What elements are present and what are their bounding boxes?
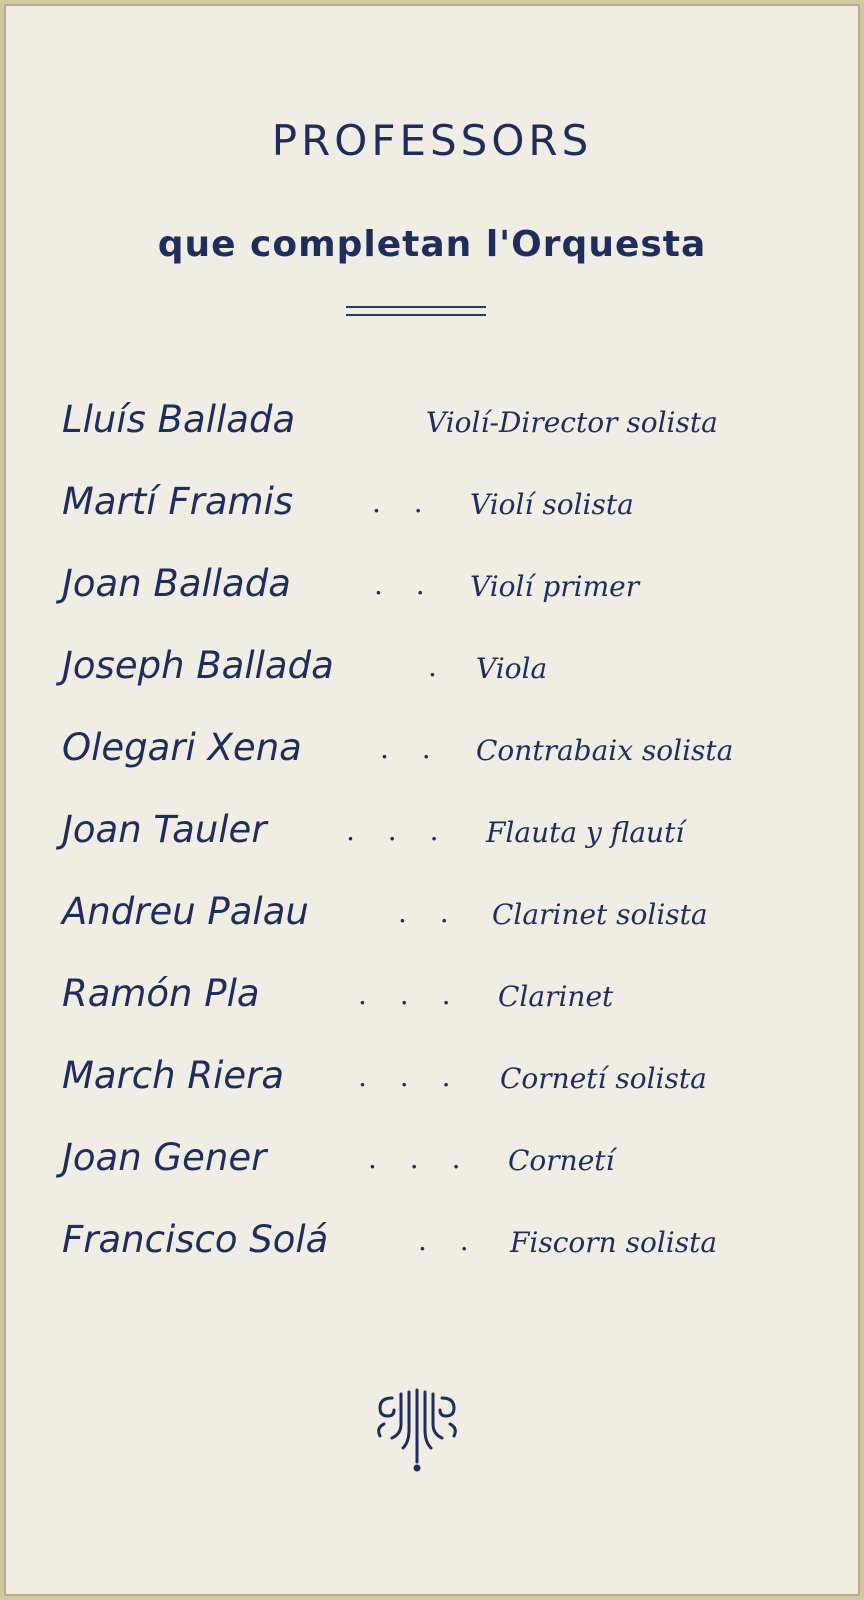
- art-nouveau-ornament-icon: [372, 1384, 462, 1474]
- program-page: [4, 4, 860, 1596]
- musician-role: Fiscorn solista: [510, 1226, 718, 1259]
- musician-name: Ramón Pla: [62, 972, 260, 1015]
- musician-name: Olegari Xena: [62, 726, 302, 769]
- musician-role: Clarinet solista: [492, 898, 708, 931]
- musician-name: Joan Tauler: [62, 808, 267, 851]
- roster-row: [62, 972, 822, 1054]
- leader-dots: . .: [380, 732, 443, 765]
- musician-name: March Riera: [62, 1054, 284, 1097]
- leader-dots: . .: [372, 486, 435, 519]
- musician-role: Cornetí: [508, 1144, 615, 1177]
- leader-dots: . .: [398, 896, 461, 929]
- musician-roster: [62, 398, 822, 1300]
- musician-name: Andreu Palau: [62, 890, 309, 933]
- leader-dots: . . .: [346, 814, 451, 847]
- musician-name: Francisco Solá: [62, 1218, 329, 1261]
- musician-name: Joan Ballada: [62, 562, 291, 605]
- musician-role: Flauta y flautí: [486, 816, 685, 849]
- roster-row: [62, 1054, 822, 1136]
- musician-role: Contrabaix solista: [476, 734, 734, 767]
- leader-dots: . .: [374, 568, 437, 601]
- leader-dots: . .: [418, 1224, 481, 1257]
- musician-name: Joseph Ballada: [62, 644, 334, 687]
- musician-name: Lluís Ballada: [62, 398, 296, 441]
- musician-role: Viola: [476, 652, 548, 685]
- musician-role: Clarinet: [498, 980, 614, 1013]
- page-subtitle: que completan l'Orquesta: [157, 224, 707, 265]
- roster-row: [62, 890, 822, 972]
- roster-row: [62, 398, 822, 480]
- musician-role: Cornetí solista: [500, 1062, 707, 1095]
- leader-dots: .: [428, 650, 449, 683]
- roster-row: [62, 808, 822, 890]
- page-title: PROFESSORS: [271, 116, 593, 165]
- roster-row: [62, 726, 822, 808]
- roster-row: [62, 1218, 822, 1300]
- musician-role: Violí-Director solista: [426, 406, 718, 439]
- musician-name: Martí Framis: [62, 480, 294, 523]
- leader-dots: . . .: [358, 1060, 463, 1093]
- musician-name: Joan Gener: [62, 1136, 267, 1179]
- musician-role: Violí solista: [470, 488, 634, 521]
- roster-row: [62, 644, 822, 726]
- leader-dots: . . .: [368, 1142, 473, 1175]
- musician-role: Violí primer: [470, 570, 640, 603]
- double-rule-divider: [346, 306, 486, 316]
- roster-row: [62, 562, 822, 644]
- leader-dots: . . .: [358, 978, 463, 1011]
- roster-row: [62, 1136, 822, 1218]
- roster-row: [62, 480, 822, 562]
